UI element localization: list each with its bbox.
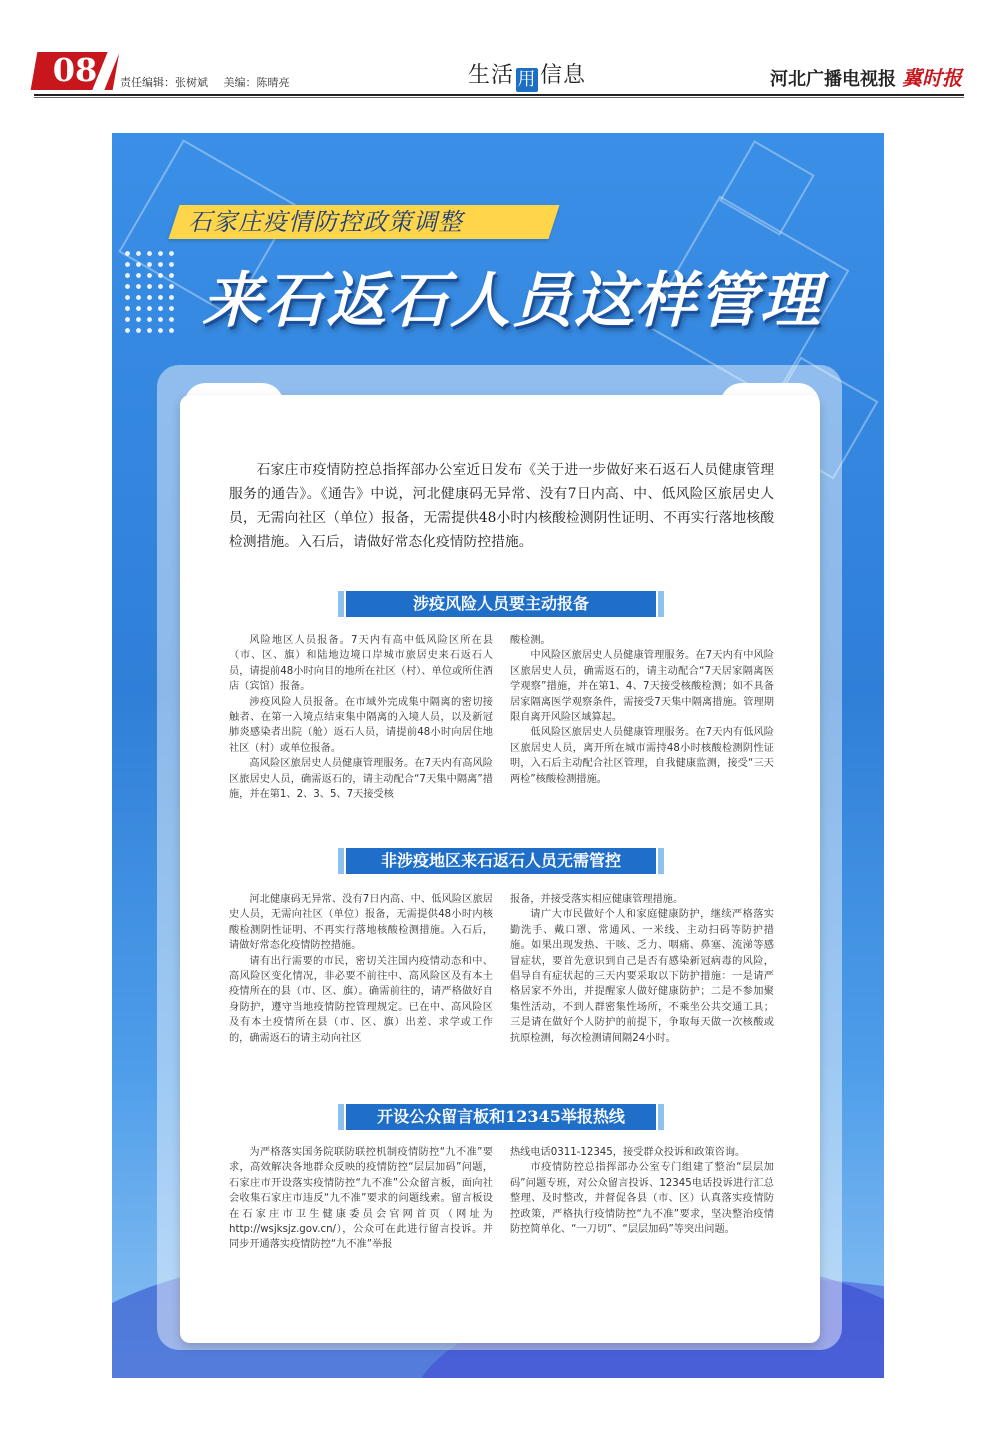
paragraph: 请有出行需要的市民，密切关注国内疫情动态和中、高风险区变化情况，非必要不前往中、高风险区及有本土疫情所在的县（市、区、旗）。确需前往的，请严格做好自身防护，遵守当地疫情防控管理规定。已在中、高风险区及有本土疫情所在县（市、区、旗）出差、求学或工作的，确需返石的请主动向社区	[229, 955, 493, 1044]
section-report-left-column	[229, 633, 493, 802]
poster-title: 来石返石人员这样管理	[202, 266, 822, 336]
paragraph: 风险地区人员报备。7天内有高中低风险区所在县（市、区、旗）和陆地边境口岸城市旅居史来石返石人员，请提前48小时向目的地所在社区（村）、单位或所住酒店（宾馆）报备。	[229, 635, 493, 693]
newspaper-title: 河北广播电视报	[770, 69, 896, 90]
paragraph-continued: 报备，并接受落实相应健康管理措施。	[510, 894, 684, 905]
section-hotline-left-column	[229, 1145, 493, 1253]
newspaper-brand-logo: 冀时报	[902, 66, 962, 90]
editor-credit: 责任编辑：张树斌	[120, 76, 208, 89]
header-rule-thin	[34, 97, 964, 98]
section-heading-hotline: 开设公众留言板和12345举报热线	[346, 1104, 656, 1130]
section-title-post: 信息	[540, 63, 587, 88]
paragraph: 为严格落实国务院联防联控机制疫情防控“九不准”要求，高效解决各地群众反映的疫情防控“层层加码”问题，石家庄市开设落实疫情防控“九不准”公众留言板，面向社会收集石家庄市违反“九不准”要求的问题线索。留言板设在石家庄市卫生健康委员会官网首页（网址为http://wsjksjz.gov.cn/），公众可在此进行留言投诉。并同步开通落实疫情防控“九不准”举报	[229, 1147, 493, 1251]
section-hotline-right-column	[510, 1145, 774, 1237]
section-heading-report: 涉疫风险人员要主动报备	[346, 591, 656, 617]
designer-credit: 美编：陈晴亮	[223, 76, 290, 89]
paragraph: 请广大市民做好个人和家庭健康防护，继续严格落实勤洗手、戴口罩、常通风、一米线、主动扫码等防护措施。如果出现发热、干咳、乏力、咽痛、鼻塞、流涕等感冒症状，要首先意识到自己是否有感染新冠病毒的风险，倡导自有症状起的三天内要采取以下防护措施：一是请严格居家不外出，并提醒家人做好健康防护；二是不参加聚集性活动，不到人群密集性场所，不乘坐公共交通工具；三是请在做好个人防护的前提下，争取每天做一次核酸或抗原检测，每次检测请间隔24小时。	[510, 909, 774, 1044]
article-lead: 石家庄市疫情防控总指挥部办公室近日发布《关于进一步做好来石返石人员健康管理服务的通告》。《通告》中说，河北健康码无异常、没有7日内高、中、低风险区旅居史人员，无需向社区（单位）报备，无需提供48小时内核酸检测阴性证明、不再实行落地核酸检测措施。入石后，请做好常态化疫情防控措施。	[229, 462, 774, 550]
editor-credits	[120, 74, 302, 90]
section-no-control-right-column	[510, 892, 774, 1046]
paragraph-continued: 热线电话0311-12345，接受群众投诉和政策咨询。	[510, 1147, 746, 1158]
section-title-mark: 用	[517, 69, 537, 90]
section-heading-no-control: 非涉疫地区来石返石人员无需管控	[346, 848, 656, 874]
section-title	[468, 58, 586, 92]
page-header	[0, 0, 1000, 100]
poster-subtitle: 石家庄疫情防控政策调整	[188, 208, 463, 236]
section-no-control-left-column	[229, 892, 493, 1046]
paragraph: 低风险区旅居史人员健康管理服务。在7天内有低风险区旅居史人员，离开所在城市需持48小时核酸检测阴性证明，入石后主动配合社区管理，自我健康监测，接受“三天两检”核酸检测措施。	[510, 727, 774, 785]
page-number: 08	[52, 51, 98, 89]
paragraph: 高风险区旅居史人员健康管理服务。在7天内有高风险区旅居史人员，确需返石的，请主动配合“7天集中隔离”措施，并在第1、2、3、5、7天接受核	[229, 758, 493, 801]
paragraph: 涉疫风险人员报备。在市域外完成集中隔离的密切接触者、在第一入境点结束集中隔离的入境人员，以及新冠肺炎感染者出院（舱）返石人员，请提前48小时向居住地社区（村）或单位报备。	[229, 696, 493, 754]
header-rule	[34, 94, 964, 96]
section-title-pre: 生活	[468, 63, 515, 88]
paragraph-continued: 酸检测。	[510, 635, 551, 646]
dot-grid-decoration	[122, 248, 177, 338]
section-report-right-column	[510, 633, 774, 787]
paragraph: 中风险区旅居史人员健康管理服务。在7天内有中风险区旅居史人员，确需返石的，请主动配合“7天居家隔离医学观察”措施，并在第1、4、7天接受核酸检测；如不具备居家隔离医学观察条件，需接受7天集中隔离措施。管理期限自离开风险区域算起。	[510, 650, 774, 724]
paragraph: 市疫情防控总指挥部办公室专门组建了整治“层层加码”问题专班，对公众留言投诉、12345电话投诉进行汇总整理、及时整改，并督促各县（市、区）认真落实疫情防控政策，严格执行疫情防控“九不准”要求，坚决整治疫情防控简单化、“一刀切”、“层层加码”等突出问题。	[510, 1162, 774, 1236]
newspaper-name	[770, 62, 962, 91]
paragraph: 河北健康码无异常、没有7日内高、中、低风险区旅居史人员，无需向社区（单位）报备，无需提供48小时内核酸检测阴性证明、不再实行落地核酸检测措施。入石后，请做好常态化疫情防控措施。	[229, 894, 493, 952]
